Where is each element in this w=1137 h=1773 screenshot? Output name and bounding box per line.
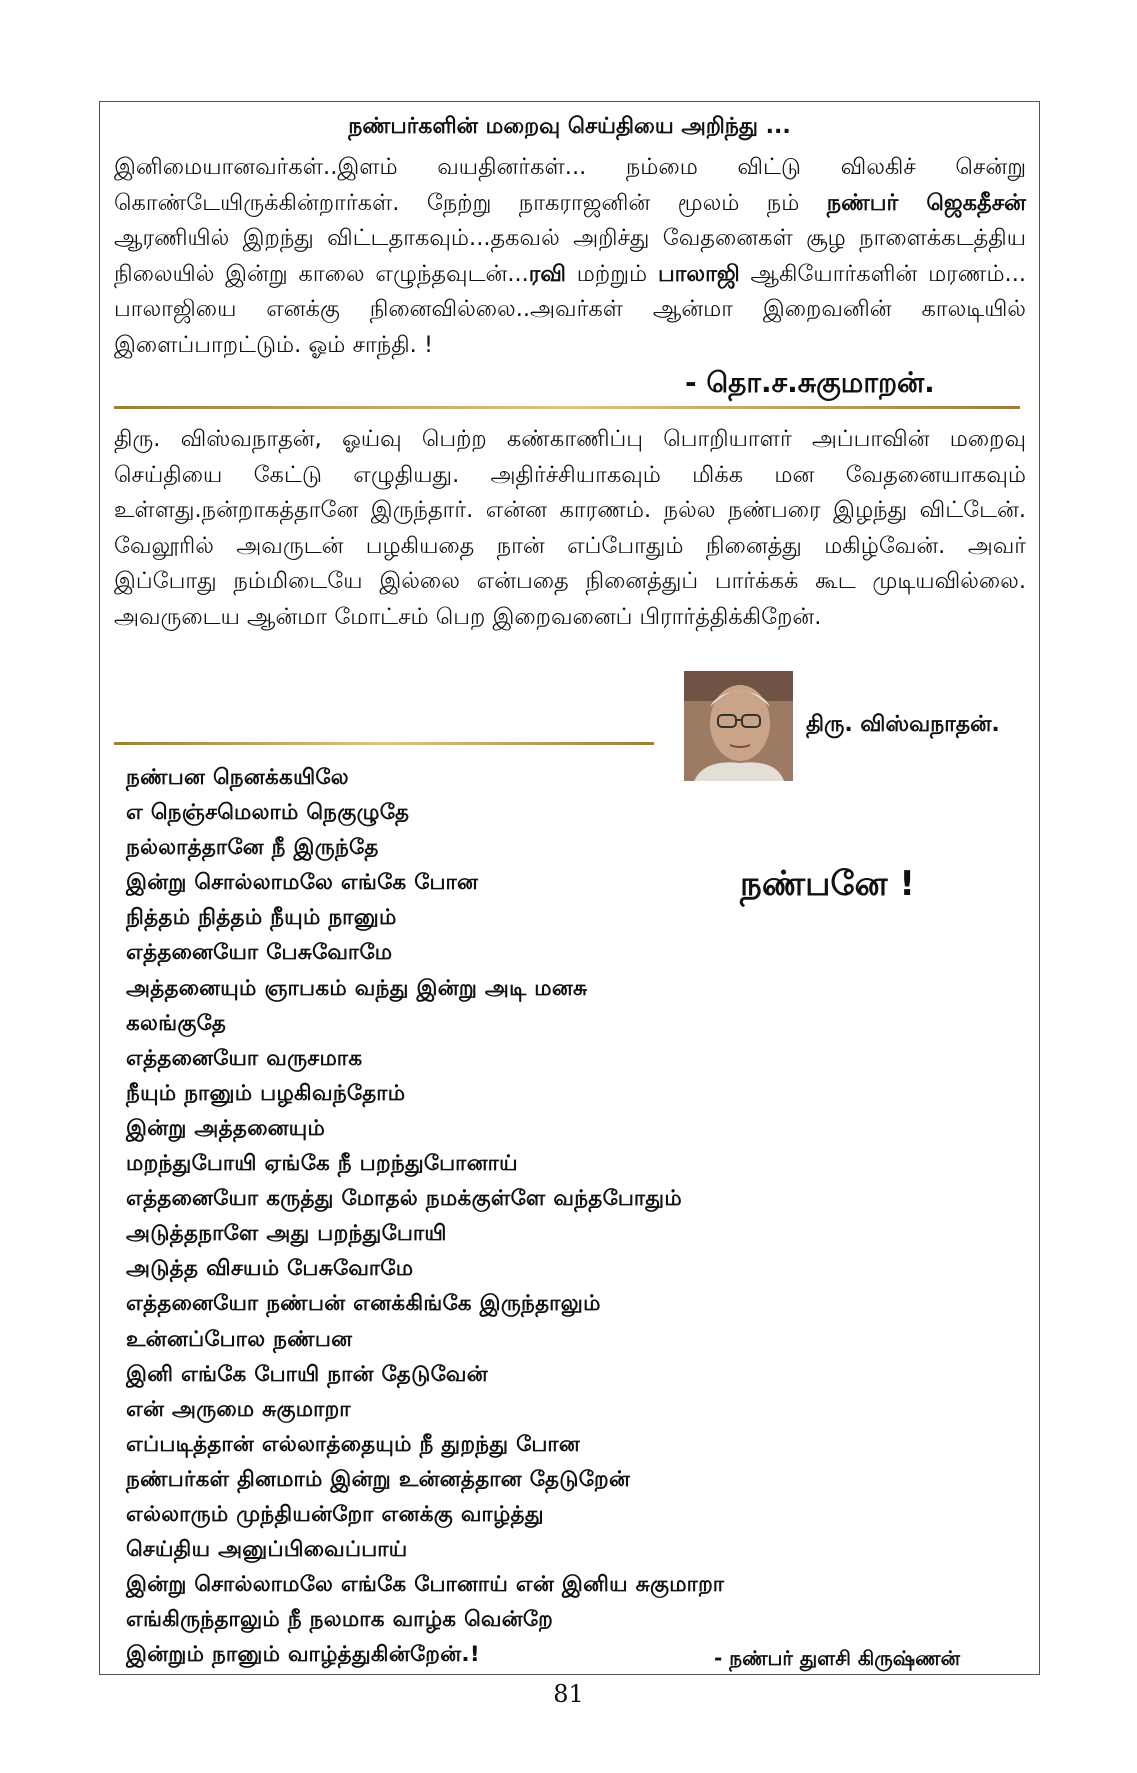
body-text: ஆரணியில் இறந்து விட்டதாகவும்...தகவல் அறிச்து வேதனைகள் சூழ நாளைக்கடத்திய நிலையில் இன்று காலை எழுந்தவுடன்...: [114, 225, 1026, 287]
poem-line: நண்பர்கள் தினமாம் இன்று உன்னத்தான தேடுறேன்: [126, 1466, 631, 1492]
poem-line: எத்தனையோ பேசுவோமே: [126, 940, 393, 966]
poem-line: கலங்குதே: [126, 1010, 227, 1036]
poem-line: எங்கிருந்தாலும் நீ நலமாக வாழ்க வென்றே: [126, 1607, 554, 1633]
poem-line: நித்தம் நித்தம் நீயும் நானும்: [126, 905, 397, 931]
poem-line: எத்தனையோ நண்பன் எனக்கிங்கே இருந்தாலும்: [126, 1291, 601, 1317]
gold-divider: [114, 742, 654, 745]
poem-line: எல்லாரும் முந்தியன்றோ எனக்கு வாழ்த்து: [126, 1501, 544, 1527]
poem-line: அத்தனையும் ஞாபகம் வந்து இன்று அடி மனசு: [126, 975, 588, 1001]
poem-line: அடுத்த விசயம் பேசுவோமே: [126, 1256, 414, 1282]
poem-line: இன்று சொல்லாமலே எங்கே போன: [126, 870, 479, 896]
poem-signature: - நண்பர் துளசி கிருஷ்ணன்: [714, 1646, 961, 1670]
poem-line: எப்படித்தான் எல்லாத்தையும் நீ துறந்து போன: [126, 1431, 581, 1457]
poem-line: என் அருமை சுகுமாறா: [126, 1396, 351, 1422]
gold-divider: [114, 406, 1020, 409]
body-text: மற்றும்: [566, 260, 658, 287]
poem-line: இன்று அத்தனையும்: [126, 1115, 326, 1141]
body-text: ஆகியோர்களின் மரணம்... பாலாஜியை எனக்கு நினைவில்லை..அவர்கள் ஆன்மா இறைவனின் காலடியில் இளைப்பாறட்டும். ஓம் சாந்தி. !: [114, 260, 1027, 358]
poem-line: இனி எங்கே போயி நான் தேடுவேன்: [126, 1361, 488, 1387]
bold-name: நண்பர் ஜெகதீசன்: [826, 189, 1026, 216]
section1-title: நண்பர்களின் மறைவு செய்தியை அறிந்து ...: [348, 114, 791, 139]
poem-line: இன்றும் நானும் வாழ்த்துகின்றேன்.!: [126, 1642, 480, 1668]
poem-line: எத்தனையோ கருத்து மோதல் நமக்குள்ளே வந்தபோதும்: [126, 1186, 682, 1212]
poem-line: நண்பன நெனக்கயிலே: [126, 765, 349, 790]
poem-lines: [126, 760, 724, 1672]
poem-line: அடுத்தநாளே அது பறந்துபோயி: [126, 1221, 447, 1247]
poem-line: இன்று சொல்லாமலே எங்கே போனாய் என் இனிய சுகுமாறா: [126, 1572, 725, 1598]
section2-signature: திரு. விஸ்வநாதன்.: [806, 712, 1000, 737]
poem-line: நல்லாத்தானே நீ இருந்தே: [126, 835, 379, 861]
section1-signature: - தொ.ச.சுகுமாறன்.: [685, 366, 935, 399]
poem-title: நண்பனே !: [740, 864, 915, 904]
section2-body: திரு. விஸ்வநாதன், ஓய்வு பெற்ற கண்காணிப்பு பொறியாளர் அப்பாவின் மறைவு செய்தியை கேட்டு எழுதியது. அதிர்ச்சியாகவும் மிக்க மன வேதனையாகவும் உள்ளது.நன்றாகத்தானே இருந்தார். என்ன காரணம். நல்ல நண்பரை இழந்து விட்டேன். வேலூரில் அவருடன் பழகியதை நான் எப்போதும் நினைத்து மகிழ்வேன். அவர் இப்போது நம்மிடையே இல்லை என்பதை நினைத்துப் பார்க்கக் கூட முடியவில்லை. அவருடைய ஆன்மா மோட்சம் பெற இறைவனைப் பிரார்த்திக்கிறேன்.: [114, 426, 1026, 630]
page-number: 81: [553, 1680, 584, 1708]
bold-name: ரவி: [528, 260, 567, 287]
poem-line: மறந்துபோயி ஏங்கே நீ பறந்துபோனாய்: [126, 1151, 518, 1177]
poem-line: நீயும் நானும் பழகிவந்தோம்: [126, 1080, 406, 1106]
poem-line: எ நெஞ்சமெலாம் நெகுழுதே: [126, 800, 410, 826]
section1-body: [114, 150, 1026, 363]
poem-line: உன்னப்போல நண்பன: [126, 1326, 353, 1352]
bold-name: பாலாஜி: [657, 260, 740, 287]
body-text: இனிமையானவர்கள்..இளம் வயதினர்கள்... நம்மை விட்டு விலகிச் சென்று கொண்டேயிருக்கின்றார்கள். நேற்று நாகராஜனின் மூலம் நம்: [114, 154, 1026, 216]
poem-line: எத்தனையோ வருசமாக: [126, 1045, 363, 1071]
poem-line: செய்திய அனுப்பிவைப்பாய்: [126, 1537, 408, 1563]
